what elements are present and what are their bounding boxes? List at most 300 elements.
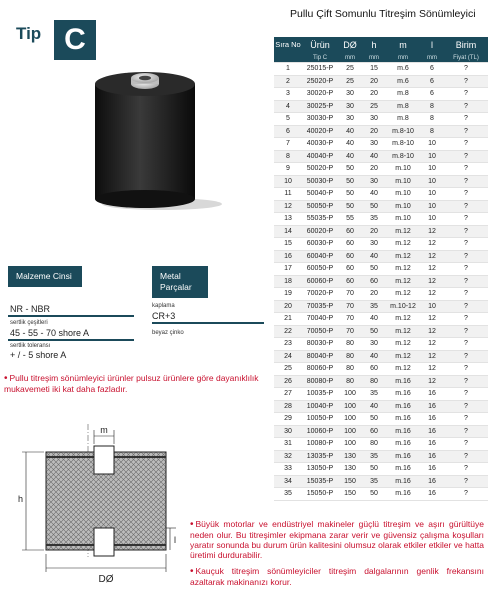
unit-cell	[274, 53, 302, 63]
table-cell: 60	[338, 225, 362, 238]
table-cell: 40020-P	[302, 125, 338, 138]
table-row	[274, 413, 488, 426]
table-cell: 22	[274, 325, 302, 338]
table-cell: m.10	[386, 188, 420, 201]
table-cell: 5	[274, 113, 302, 126]
table-cell: 70035-P	[302, 300, 338, 313]
protection-note-text: Kauçuk titreşim sönümleyiciler titreşim dalgalarının genlik frekansını azaltarak makinanızı korur.	[190, 566, 484, 587]
washer-note-text: Pullu titreşim sönümleyici ürünler pulsuz ürünlere göre dayanıklılık mukavemeti iki kat daha fazladır.	[4, 373, 259, 394]
col-header: Sıra No	[274, 37, 302, 53]
table-row	[274, 488, 488, 501]
table-cell: 8	[420, 113, 444, 126]
table-cell: 10	[420, 188, 444, 201]
table-cell: 80	[338, 375, 362, 388]
table-cell: 60060-P	[302, 275, 338, 288]
table-row	[274, 213, 488, 226]
table-cell: m.12	[386, 250, 420, 263]
table-cell: ?	[444, 275, 488, 288]
table-cell: 40	[362, 350, 386, 363]
table-cell: m.10	[386, 200, 420, 213]
table-cell: 31	[274, 438, 302, 451]
table-cell: 80030-P	[302, 338, 338, 351]
table-row	[274, 300, 488, 313]
dim-d: DØ	[98, 574, 114, 585]
table-cell: 150	[338, 488, 362, 501]
table-cell: 40	[362, 250, 386, 263]
table-cell: 50	[338, 200, 362, 213]
table-header-row	[274, 37, 488, 53]
table-row	[274, 138, 488, 151]
table-cell: ?	[444, 338, 488, 351]
table-cell: 10	[420, 138, 444, 151]
table-cell: 16	[420, 400, 444, 413]
table-cell: ?	[444, 200, 488, 213]
table-cell: 70050-P	[302, 325, 338, 338]
table-cell: 100	[338, 388, 362, 401]
table-cell: 40	[338, 125, 362, 138]
table-cell: 60	[338, 263, 362, 276]
table-cell: 21	[274, 313, 302, 326]
product-image	[80, 62, 230, 212]
table-cell: 60	[338, 275, 362, 288]
table-cell: 55035-P	[302, 213, 338, 226]
table-cell: 30	[338, 113, 362, 126]
table-cell: 30	[362, 113, 386, 126]
table-cell: 40030-P	[302, 138, 338, 151]
table-cell: 70	[338, 288, 362, 301]
table-cell: 35	[362, 388, 386, 401]
table-row	[274, 225, 488, 238]
table-cell: 18	[274, 275, 302, 288]
dim-h: h	[18, 494, 24, 504]
unit-cell: mm	[362, 53, 386, 63]
table-cell: 30	[274, 425, 302, 438]
table-cell: 80	[362, 438, 386, 451]
table-cell: ?	[444, 425, 488, 438]
col-header: DØ	[338, 37, 362, 53]
table-cell: 80	[362, 375, 386, 388]
table-row	[274, 188, 488, 201]
table-cell: ?	[444, 413, 488, 426]
table-cell: 30	[362, 175, 386, 188]
table-row	[274, 438, 488, 451]
table-cell: m.12	[386, 275, 420, 288]
table-cell: 80080-P	[302, 375, 338, 388]
table-cell: 7	[274, 138, 302, 151]
col-header: m	[386, 37, 420, 53]
table-cell: m.12	[386, 338, 420, 351]
table-cell: 9	[274, 163, 302, 176]
unit-cell: Tip C	[302, 53, 338, 63]
table-cell: m.12	[386, 325, 420, 338]
table-row	[274, 350, 488, 363]
table-cell: 20	[362, 163, 386, 176]
table-cell: 80060-P	[302, 363, 338, 376]
table-cell: 15035-P	[302, 475, 338, 488]
table-cell: m.10	[386, 163, 420, 176]
unit-cell: mm	[420, 53, 444, 63]
table-cell: 6	[420, 88, 444, 101]
table-cell: ?	[444, 150, 488, 163]
table-cell: m.8	[386, 113, 420, 126]
table-cell: 4	[274, 100, 302, 113]
table-cell: 60040-P	[302, 250, 338, 263]
table-row	[274, 63, 488, 76]
table-cell: 23	[274, 338, 302, 351]
table-cell: 60	[338, 250, 362, 263]
table-cell: 11	[274, 188, 302, 201]
table-cell: 16	[274, 250, 302, 263]
table-cell: 8	[420, 125, 444, 138]
table-row	[274, 388, 488, 401]
table-cell: 60	[362, 275, 386, 288]
table-cell: m.16	[386, 400, 420, 413]
table-cell: 25	[362, 100, 386, 113]
table-cell: 16	[420, 475, 444, 488]
table-cell: 60030-P	[302, 238, 338, 251]
table-cell: 70040-P	[302, 313, 338, 326]
tip-letter: C	[54, 20, 96, 60]
table-cell: m.12	[386, 225, 420, 238]
table-cell: ?	[444, 475, 488, 488]
table-cell: 13035-P	[302, 450, 338, 463]
table-cell: 33	[274, 463, 302, 476]
table-cell: m.12	[386, 313, 420, 326]
table-cell: 26	[274, 375, 302, 388]
table-cell: 50	[362, 325, 386, 338]
table-cell: 28	[274, 400, 302, 413]
table-cell: 100	[338, 413, 362, 426]
table-units-row	[274, 53, 488, 63]
table-cell: 15	[274, 238, 302, 251]
table-cell: 6	[274, 125, 302, 138]
coating-value: CR+3	[152, 311, 176, 321]
table-cell: 14	[274, 225, 302, 238]
table-cell: 16	[420, 450, 444, 463]
table-row	[274, 400, 488, 413]
table-cell: ?	[444, 288, 488, 301]
table-cell: 30	[338, 88, 362, 101]
table-cell: 6	[420, 63, 444, 76]
table-cell: 50020-P	[302, 163, 338, 176]
table-cell: 30025-P	[302, 100, 338, 113]
hardness-label: sertlik çeşitleri	[10, 320, 48, 326]
table-cell: 50050-P	[302, 200, 338, 213]
table-cell: m.6	[386, 63, 420, 76]
table-cell: m.10-12	[386, 300, 420, 313]
table-row	[274, 288, 488, 301]
table-cell: 12	[420, 238, 444, 251]
table-cell: m.8	[386, 100, 420, 113]
table-cell: m.16	[386, 425, 420, 438]
protection-note	[190, 566, 484, 587]
table-cell: 17	[274, 263, 302, 276]
table-cell: 40	[362, 400, 386, 413]
material-value: NR - NBR	[10, 304, 50, 314]
table-cell: 6	[420, 75, 444, 88]
table-cell: 24	[274, 350, 302, 363]
table-cell: ?	[444, 113, 488, 126]
table-cell: ?	[444, 175, 488, 188]
table-cell: m.16	[386, 488, 420, 501]
table-cell: 100	[338, 438, 362, 451]
table-cell: 30	[362, 238, 386, 251]
table-cell: 10	[420, 213, 444, 226]
table-cell: 15050-P	[302, 488, 338, 501]
table-cell: 30	[362, 138, 386, 151]
table-cell: m.16	[386, 413, 420, 426]
col-header: l	[420, 37, 444, 53]
table-cell: 20	[362, 88, 386, 101]
table-cell: 30020-P	[302, 88, 338, 101]
hardness-value: 45 - 55 - 70 shore A	[10, 328, 90, 338]
table-cell: ?	[444, 75, 488, 88]
table-cell: 12	[274, 200, 302, 213]
table-cell: ?	[444, 488, 488, 501]
table-cell: 25	[338, 75, 362, 88]
col-header: Ürün	[302, 37, 338, 53]
table-cell: 25020-P	[302, 75, 338, 88]
table-row	[274, 125, 488, 138]
unit-cell: mm	[386, 53, 420, 63]
table-cell: 20	[362, 75, 386, 88]
table-cell: 70	[338, 300, 362, 313]
material-rule	[8, 315, 134, 317]
table-cell: ?	[444, 375, 488, 388]
table-cell: 12	[420, 225, 444, 238]
table-cell: 12	[420, 288, 444, 301]
table-cell: m.8-10	[386, 125, 420, 138]
table-cell: m.12	[386, 263, 420, 276]
table-row	[274, 75, 488, 88]
table-cell: 80	[338, 350, 362, 363]
table-cell: 50	[362, 413, 386, 426]
table-cell: 60	[362, 363, 386, 376]
table-cell: ?	[444, 125, 488, 138]
table-cell: 30	[362, 338, 386, 351]
tolerance-value: + / - 5 shore A	[10, 350, 67, 360]
table-cell: ?	[444, 238, 488, 251]
table-cell: 50	[362, 463, 386, 476]
table-cell: 70020-P	[302, 288, 338, 301]
table-row	[274, 263, 488, 276]
table-cell: m.8-10	[386, 150, 420, 163]
tip-badge	[6, 6, 94, 58]
table-cell: 32	[274, 450, 302, 463]
table-cell: 10050-P	[302, 413, 338, 426]
table-cell: 10040-P	[302, 400, 338, 413]
table-cell: ?	[444, 300, 488, 313]
table-cell: 1	[274, 63, 302, 76]
table-cell: 40	[338, 138, 362, 151]
table-cell: ?	[444, 100, 488, 113]
table-cell: 10	[420, 175, 444, 188]
table-cell: 10	[420, 163, 444, 176]
table-cell: ?	[444, 63, 488, 76]
table-cell: 50	[362, 488, 386, 501]
table-cell: m.16	[386, 375, 420, 388]
table-cell: m.8	[386, 88, 420, 101]
spec-table	[274, 37, 488, 501]
table-cell: 40	[362, 150, 386, 163]
table-cell: 70	[338, 313, 362, 326]
table-row	[274, 113, 488, 126]
table-cell: 12	[420, 250, 444, 263]
material-heading-text: Malzeme Cinsi	[16, 271, 72, 281]
table-cell: 20	[274, 300, 302, 313]
table-cell: 25015-P	[302, 63, 338, 76]
table-cell: 8	[420, 100, 444, 113]
table-cell: 16	[420, 438, 444, 451]
table-cell: 40040-P	[302, 150, 338, 163]
table-cell: 10060-P	[302, 425, 338, 438]
table-cell: 12	[420, 275, 444, 288]
metal-heading	[152, 266, 208, 298]
table-cell: 25	[274, 363, 302, 376]
table-row	[274, 475, 488, 488]
table-cell: m.12	[386, 238, 420, 251]
table-cell: 80	[338, 338, 362, 351]
table-cell: 20	[362, 125, 386, 138]
table-row	[274, 150, 488, 163]
table-cell: 35	[362, 450, 386, 463]
dim-m: m	[100, 425, 108, 435]
table-cell: 25	[338, 63, 362, 76]
table-cell: ?	[444, 363, 488, 376]
table-cell: 27	[274, 388, 302, 401]
table-cell: 16	[420, 425, 444, 438]
table-cell: 2	[274, 75, 302, 88]
table-cell: 50040-P	[302, 188, 338, 201]
table-cell: 16	[420, 388, 444, 401]
tip-label: Tip	[16, 24, 42, 43]
table-cell: 10035-P	[302, 388, 338, 401]
table-row	[274, 313, 488, 326]
table-cell: 20	[362, 288, 386, 301]
table-cell: 35	[362, 300, 386, 313]
table-cell: m.16	[386, 438, 420, 451]
table-row	[274, 238, 488, 251]
table-cell: 100	[338, 400, 362, 413]
table-cell: 12	[420, 325, 444, 338]
table-cell: 80	[338, 363, 362, 376]
table-cell: 16	[420, 488, 444, 501]
table-cell: m.12	[386, 363, 420, 376]
table-row	[274, 463, 488, 476]
unit-cell: mm	[338, 53, 362, 63]
table-row	[274, 363, 488, 376]
table-row	[274, 100, 488, 113]
table-cell: ?	[444, 88, 488, 101]
table-row	[274, 325, 488, 338]
table-cell: m.16	[386, 463, 420, 476]
table-cell: 12	[420, 338, 444, 351]
table-cell: 12	[420, 363, 444, 376]
table-cell: 13	[274, 213, 302, 226]
table-cell: m.12	[386, 288, 420, 301]
table-cell: 10	[420, 200, 444, 213]
table-row	[274, 175, 488, 188]
table-cell: 40	[362, 188, 386, 201]
table-cell: 29	[274, 413, 302, 426]
table-cell: 13050-P	[302, 463, 338, 476]
table-cell: ?	[444, 138, 488, 151]
metal-heading-text: Metal Parçalar	[160, 271, 192, 292]
tolerance-label: sertlik toleransı	[10, 343, 51, 349]
table-cell: 12	[420, 350, 444, 363]
table-cell: 30030-P	[302, 113, 338, 126]
table-cell: 8	[274, 150, 302, 163]
table-row	[274, 250, 488, 263]
table-row	[274, 200, 488, 213]
dim-l: l	[174, 535, 176, 545]
table-cell: m.12	[386, 350, 420, 363]
table-row	[274, 275, 488, 288]
col-header: h	[362, 37, 386, 53]
table-cell: ?	[444, 350, 488, 363]
table-cell: 150	[338, 475, 362, 488]
table-cell: m.10	[386, 175, 420, 188]
washer-note	[4, 373, 266, 394]
table-cell: 60050-P	[302, 263, 338, 276]
table-cell: m.10	[386, 213, 420, 226]
table-cell: 55	[338, 213, 362, 226]
table-cell: 12	[420, 263, 444, 276]
bullet-icon: •	[4, 373, 8, 384]
table-cell: ?	[444, 263, 488, 276]
table-cell: 12	[420, 375, 444, 388]
table-cell: ?	[444, 450, 488, 463]
table-cell: 60	[362, 425, 386, 438]
table-cell: ?	[444, 250, 488, 263]
table-cell: 50	[362, 200, 386, 213]
table-cell: 12	[420, 313, 444, 326]
table-row	[274, 88, 488, 101]
table-cell: 80040-P	[302, 350, 338, 363]
table-row	[274, 425, 488, 438]
table-cell: 10	[420, 300, 444, 313]
coating-note: beyaz çinko	[152, 330, 184, 336]
bullet-icon: •	[190, 519, 194, 530]
table-cell: ?	[444, 225, 488, 238]
table-cell: 60020-P	[302, 225, 338, 238]
table-cell: m.8-10	[386, 138, 420, 151]
table-cell: ?	[444, 388, 488, 401]
table-row	[274, 375, 488, 388]
document-title: Pullu Çift Somunlu Titreşim Sönümleyici	[290, 8, 476, 20]
table-body	[274, 63, 488, 501]
table-cell: ?	[444, 213, 488, 226]
table-cell: 10	[420, 150, 444, 163]
table-cell: m.16	[386, 388, 420, 401]
table-row	[274, 338, 488, 351]
material-heading	[8, 266, 82, 287]
bullet-icon: •	[190, 566, 194, 577]
table-cell: 35	[362, 475, 386, 488]
table-cell: 35	[274, 488, 302, 501]
technical-drawing	[6, 422, 186, 587]
table-cell: 15	[362, 63, 386, 76]
table-cell: m.16	[386, 475, 420, 488]
table-cell: ?	[444, 313, 488, 326]
table-cell: 16	[420, 463, 444, 476]
table-cell: 100	[338, 425, 362, 438]
table-cell: m.6	[386, 75, 420, 88]
hardness-rule	[8, 339, 134, 341]
table-cell: ?	[444, 463, 488, 476]
col-header: Birim	[444, 37, 488, 53]
table-cell: 40	[338, 150, 362, 163]
